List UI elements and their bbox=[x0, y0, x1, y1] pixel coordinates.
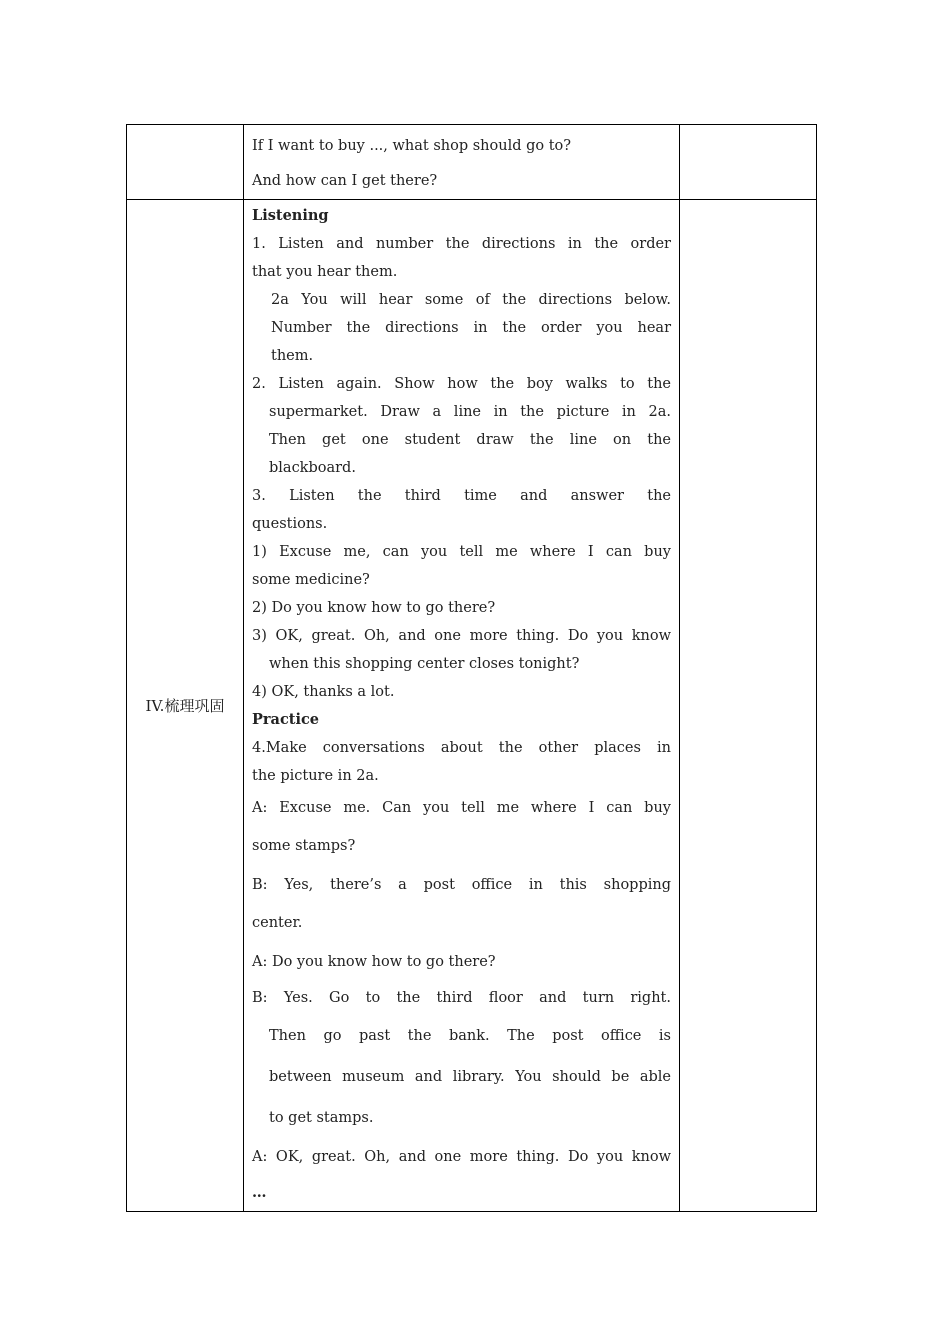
text-line: 4) OK, thanks a lot. bbox=[252, 684, 395, 700]
text-line: Then get one student draw the line on the bbox=[269, 432, 671, 448]
practice-heading: Practice bbox=[252, 711, 320, 728]
text-line: 4.Make conversations about the other places in bbox=[252, 740, 671, 756]
dialogue-line: B: Yes. Go to the third floor and turn right. bbox=[252, 990, 671, 1006]
notes-cell bbox=[680, 125, 817, 200]
text-line: that you hear them. bbox=[252, 264, 398, 280]
text-line: questions. bbox=[252, 516, 328, 532]
stage-label: IV.梳理巩固 bbox=[127, 200, 244, 1212]
text-line: Number the directions in the order you hear bbox=[271, 320, 671, 336]
dialogue-line: Then go past the bank. The post office is bbox=[269, 1028, 671, 1044]
text-line: 2a You will hear some of the directions below. bbox=[271, 292, 671, 308]
table-row bbox=[127, 200, 817, 1212]
dialogue-line: A: Excuse me. Can you tell me where I can buy bbox=[252, 800, 671, 816]
dialogue-line: A: Do you know how to go there? bbox=[252, 954, 496, 970]
text-line: 1. Listen and number the directions in the order bbox=[252, 236, 671, 252]
dialogue-line: some stamps? bbox=[252, 838, 356, 854]
label-cell-empty bbox=[127, 125, 244, 200]
lesson-table bbox=[126, 124, 817, 1212]
dialogue-line: between museum and library. You should be able bbox=[269, 1069, 671, 1085]
text-line: 1) Excuse me, can you tell me where I can buy bbox=[252, 544, 671, 560]
ellipsis-line: … bbox=[252, 1184, 267, 1201]
text-line: If I want to buy ..., what shop should go to? bbox=[252, 138, 572, 154]
text-line: 3) OK, great. Oh, and one more thing. Do you know bbox=[252, 628, 671, 644]
content-cell bbox=[244, 200, 680, 1212]
text-line: the picture in 2a. bbox=[252, 768, 379, 784]
text-line: 2. Listen again. Show how the boy walks to the bbox=[252, 376, 671, 392]
text-line: them. bbox=[271, 348, 314, 364]
text-line: supermarket. Draw a line in the picture in 2a. bbox=[269, 404, 671, 420]
text-line: 2) Do you know how to go there? bbox=[252, 600, 496, 616]
table-row bbox=[127, 125, 817, 200]
text-line: blackboard. bbox=[269, 460, 356, 476]
listening-heading: Listening bbox=[252, 207, 329, 224]
text-line: 3. Listen the third time and answer the bbox=[252, 488, 671, 504]
content-cell bbox=[244, 125, 680, 200]
text-line: some medicine? bbox=[252, 572, 370, 588]
text-line: And how can I get there? bbox=[252, 173, 438, 189]
dialogue-line: to get stamps. bbox=[269, 1110, 374, 1126]
dialogue-line: center. bbox=[252, 915, 303, 931]
dialogue-line: B: Yes, there’s a post office in this shopping bbox=[252, 877, 671, 893]
text-line: when this shopping center closes tonight? bbox=[269, 656, 580, 672]
notes-cell bbox=[680, 200, 817, 1212]
dialogue-line: A: OK, great. Oh, and one more thing. Do you know bbox=[252, 1149, 671, 1165]
